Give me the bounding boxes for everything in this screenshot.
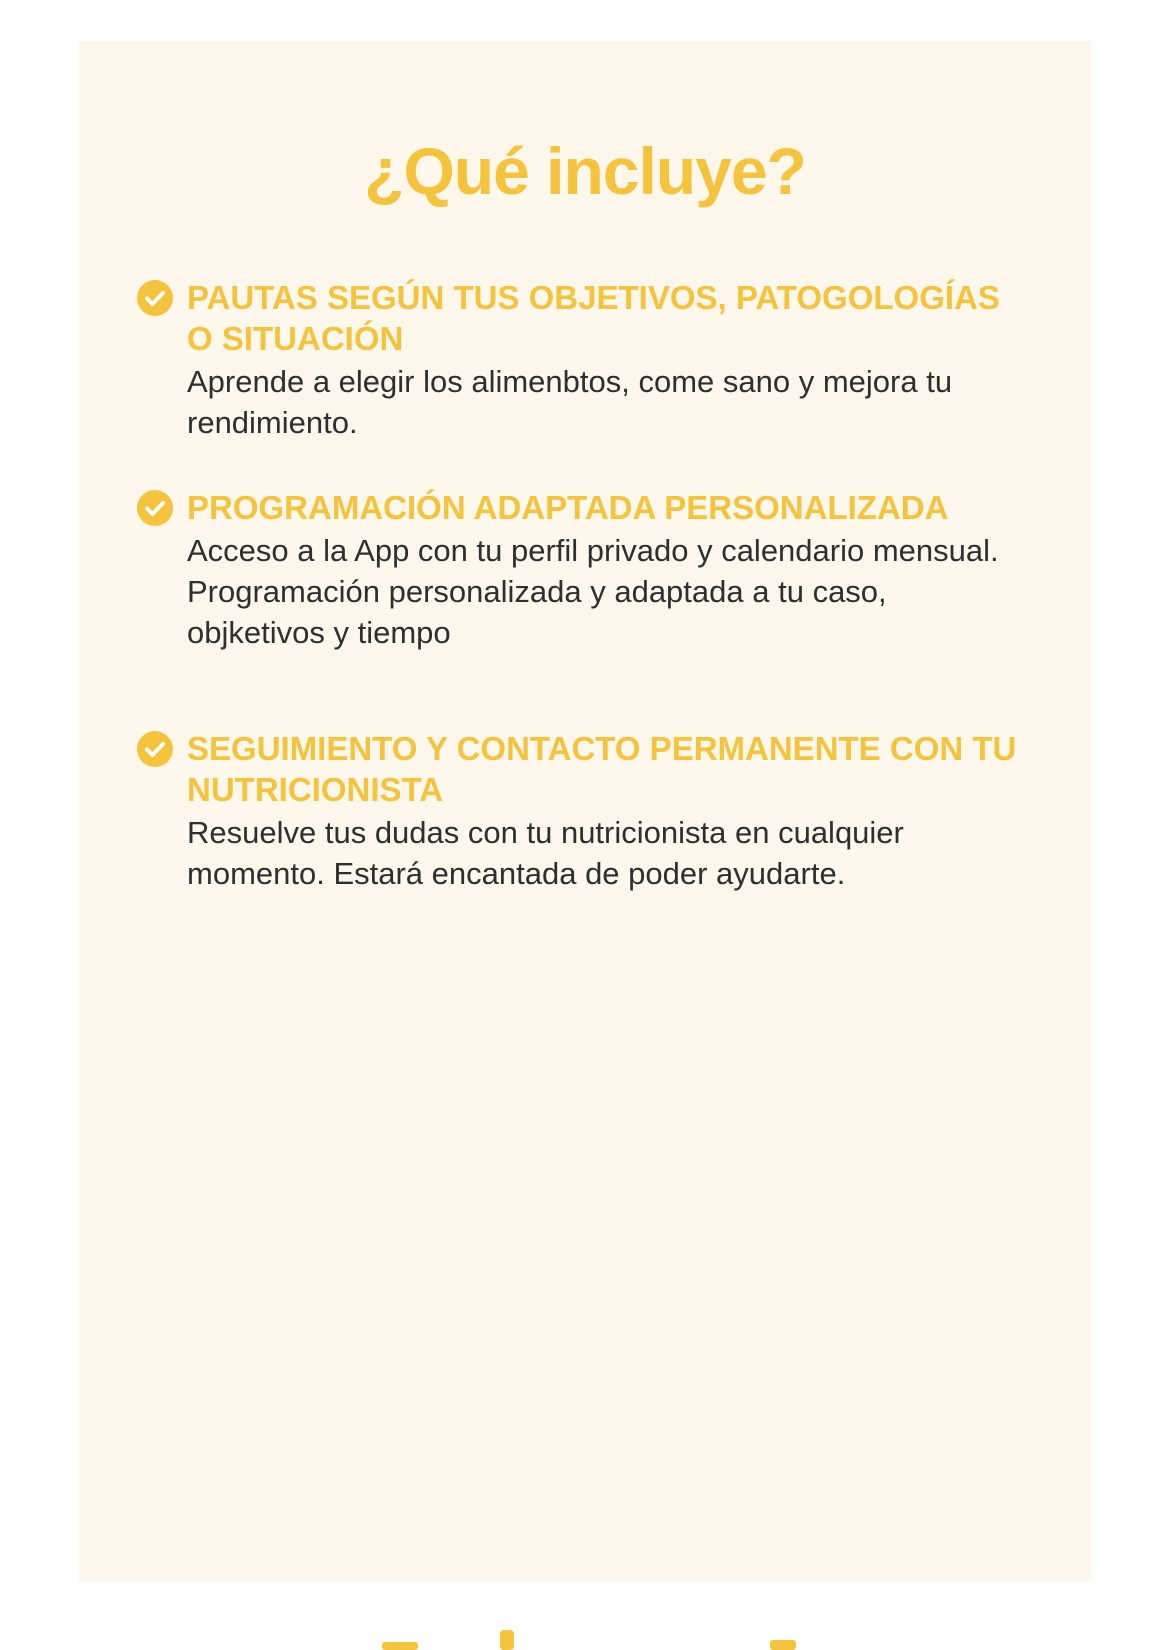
- feature-title: PAUTAS SEGÚN TUS OBJETIVOS, PATOGOLOGÍAS O SITUACIÓN: [187, 279, 1000, 357]
- deco-shape: [382, 1642, 418, 1650]
- feature-item-seguimiento: [137, 728, 1037, 894]
- check-circle-icon: [137, 731, 173, 767]
- feature-item-programacion: [137, 487, 1037, 653]
- bottom-decoration: [0, 1618, 1170, 1650]
- feature-title: PROGRAMACIÓN ADAPTADA PERSONALIZADA: [187, 489, 949, 526]
- feature-description-extra: Programación personalizada y adaptada a tu caso, objketivos y tiempo: [187, 574, 887, 650]
- feature-description: Acceso a la App con tu perfil privado y calendario mensual.: [187, 533, 999, 568]
- feature-description: Resuelve tus dudas con tu nutricionista en cualquier momento. Estará encantada de poder ayudarte.: [187, 815, 904, 891]
- feature-title: SEGUIMIENTO Y CONTACTO PERMANENTE CON TU NUTRICIONISTA: [187, 730, 1017, 808]
- feature-description: Aprende a elegir los alimenbtos, come sano y mejora tu rendimiento.: [187, 364, 953, 440]
- page-title: ¿Qué incluye?: [364, 134, 806, 208]
- features-card: [79, 41, 1091, 1581]
- feature-item-pautas: [137, 277, 1037, 443]
- check-circle-icon: [137, 490, 173, 526]
- deco-shape: [500, 1630, 514, 1650]
- deco-shape: [770, 1640, 796, 1650]
- check-circle-icon: [137, 280, 173, 316]
